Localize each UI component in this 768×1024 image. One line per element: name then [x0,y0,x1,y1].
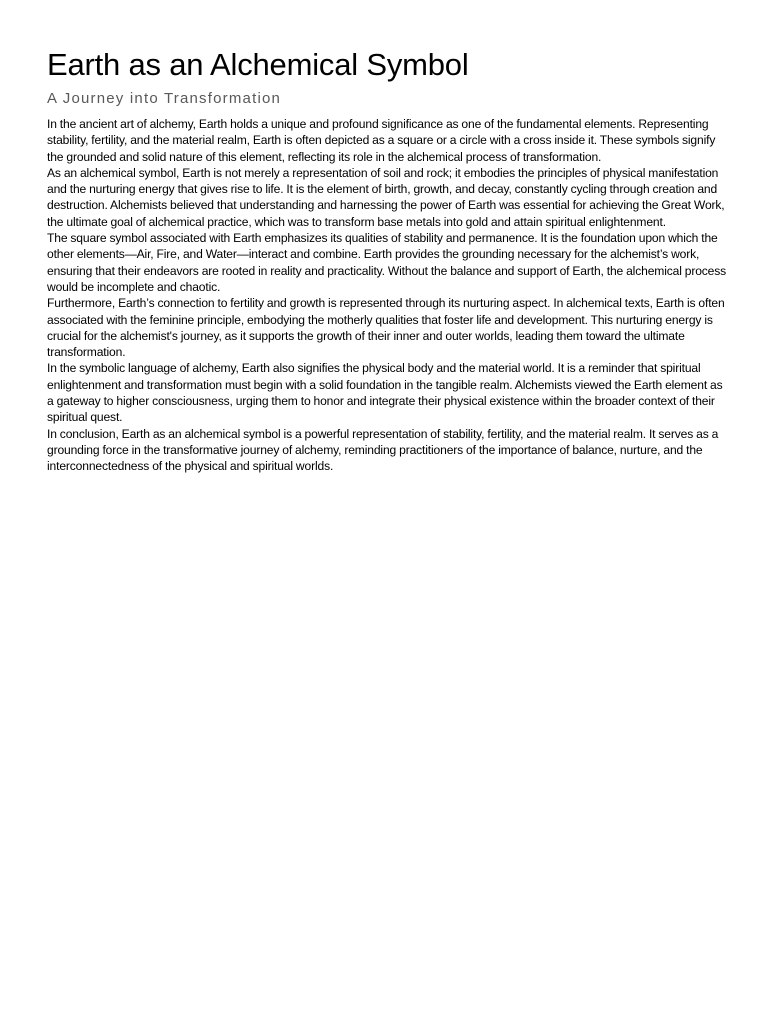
body-paragraph-4: Furthermore, Earth’s connection to fertility and growth is represented through its nurturing aspect. In alchemical texts, Earth is often associated with the feminine principle, embodying the motherly qualities that foster life and development. This nurturing energy is crucial for the alchemist's journey, as it supports the growth of their inner and outer worlds, leading them toward the ultimate transformation. [47,296,725,360]
body-paragraph-2: As an alchemical symbol, Earth is not merely a representation of soil and rock; it embodies the principles of physical manifestation and the nurturing energy that gives rise to life. It is the element of birth, growth, and decay, constantly cycling through creation and destruction. Alchemists believed that understanding and harnessing the power of Earth was essential for achieving the Great Work, the ultimate goal of alchemical practice, which was to transform base metals into gold and attain spiritual enlightenment. [47,165,725,229]
document-body [47,116,727,475]
body-paragraph-6: In conclusion, Earth as an alchemical symbol is a powerful representation of stability, fertility, and the material realm. It serves as a grounding force in the transformative journey of alchemy, reminding practitioners of the importance of balance, nurture, and the interconnectedness of the physical and spiritual worlds. [47,426,719,474]
document-page [47,0,727,475]
body-paragraph-1: In the ancient art of alchemy, Earth holds a unique and profound significance as one of the fundamental elements. Representing stability, fertility, and the material realm, Earth is often depicted as a square or a circle with a cross inside it. These symbols signify the grounded and solid nature of this element, reflecting its role in the alchemical process of transformation. [47,117,716,164]
document-subtitle: A Journey into Transformation [47,90,282,107]
document-title: Earth as an Alchemical Symbol [47,47,469,82]
body-paragraph-5: In the symbolic language of alchemy, Earth also signifies the physical body and the material world. It is a reminder that spiritual enlightenment and transformation must begin with a solid foundation in the tangible realm. Alchemists viewed the Earth element as a gateway to higher consciousness, urging them to honor and integrate their physical existence within the broader context of their spiritual quest. [47,361,723,425]
body-paragraph-3: The square symbol associated with Earth emphasizes its qualities of stability and permanence. It is the foundation upon which the other elements—Air, Fire, and Water—interact and combine. Earth provides the grounding necessary for the alchemist’s work, ensuring that their endeavors are rooted in reality and practicality. Without the balance and support of Earth, the alchemical process would be incomplete and chaotic. [47,231,727,294]
